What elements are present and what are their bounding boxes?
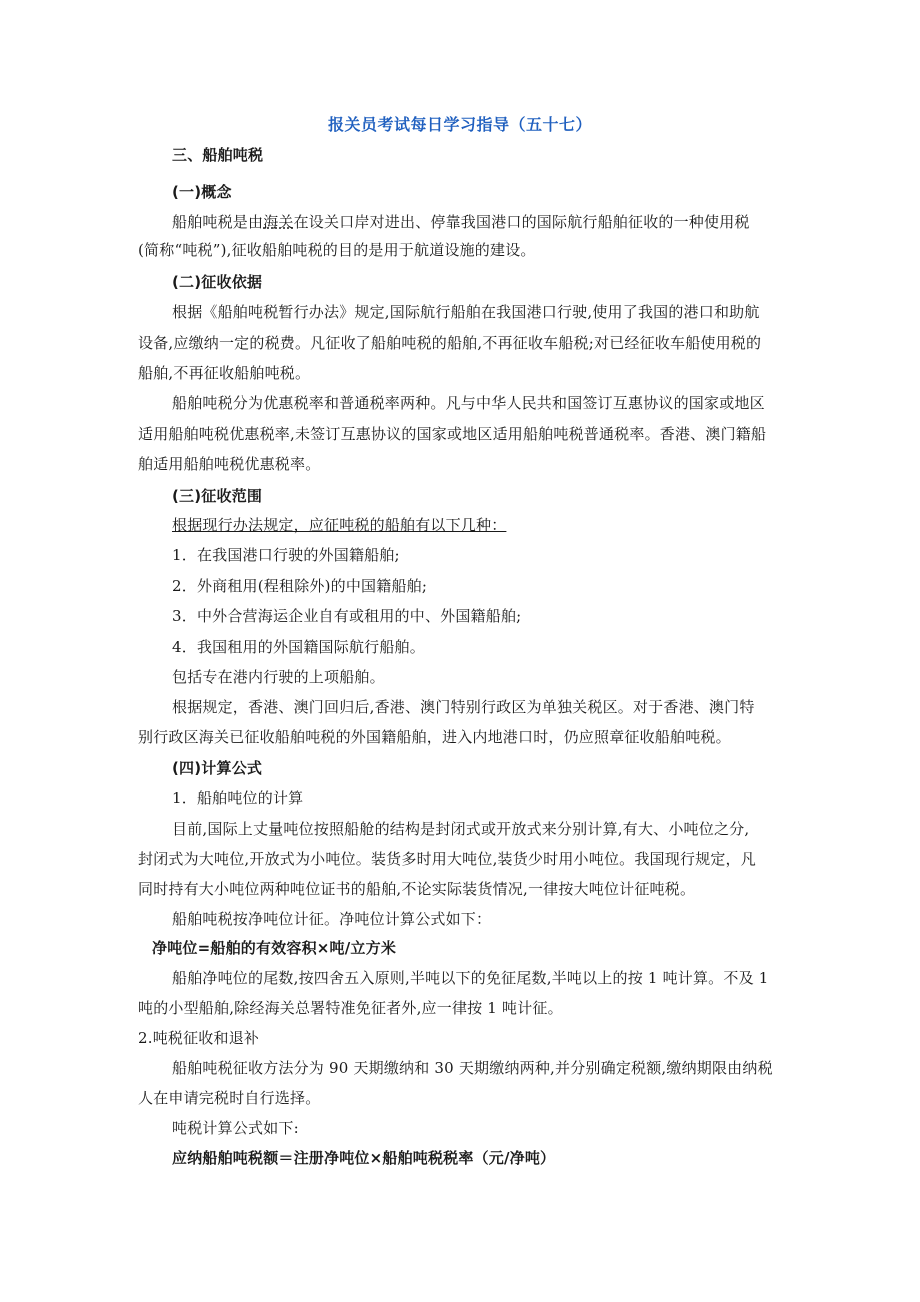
- paragraph-line: 根据规定，香港、澳门回归后,香港、澳门特别行政区为单独关税区。对于香港、澳门特: [172, 698, 755, 716]
- paragraph-line: 船舶吨税征收方法分为 90 天期缴纳和 30 天期缴纳两种,并分别确定税额,缴纳期限由纳税: [172, 1059, 773, 1077]
- concept-line-1: [172, 212, 750, 232]
- section-heading: 三、船舶吨税: [172, 146, 264, 164]
- paragraph-line: 船舶吨税按净吨位计征。净吨位计算公式如下：: [172, 910, 492, 928]
- paragraph-line: 吨税计算公式如下:: [172, 1119, 299, 1137]
- document-title: 报关员考试每日学习指导（五十七）: [327, 115, 592, 134]
- customs-link[interactable]: 海关: [263, 213, 294, 231]
- scope-list-item: 2．外商租用(程租除外)的中国籍船舶;: [172, 577, 428, 595]
- scope-list-item: 1．在我国港口行驶的外国籍船舶;: [172, 546, 400, 564]
- formula-subheading: 1．船舶吨位的计算: [172, 789, 304, 807]
- basis-heading: (二)征收依据: [172, 273, 263, 291]
- paragraph-line: 船舶吨税分为优惠税率和普通税率两种。凡与中华人民共和国签订互惠协议的国家或地区: [172, 394, 765, 412]
- paragraph-line: 设备,应缴纳一定的税费。凡征收了船舶吨税的船舶,不再征收车船税;对已经征收车船使用税的: [138, 334, 762, 352]
- paragraph-line: 舶适用船舶吨税优惠税率。: [138, 455, 321, 473]
- formula-subheading: 2.吨税征收和退补: [138, 1029, 260, 1047]
- paragraph-line: 船舶净吨位的尾数,按四舍五入原则,半吨以下的免征尾数,半吨以上的按 1 吨计算。不及 1: [172, 969, 769, 987]
- net-tonnage-formula: 净吨位=船舶的有效容积×吨/立方米: [152, 939, 397, 957]
- paragraph-line: 吨的小型船舶,除经海关总署特准免征者外,应一律按 1 吨计征。: [138, 999, 563, 1017]
- concept-line-1-pre: 船舶吨税是由: [172, 213, 264, 231]
- tonnage-tax-formula: 应纳船舶吨税额＝注册净吨位×船舶吨税税率（元/净吨）: [172, 1149, 556, 1167]
- paragraph-line: 人在申请完税时自行选择。: [138, 1089, 321, 1107]
- paragraph-line: 封闭式为大吨位,开放式为小吨位。装货多时用大吨位,装货少时用小吨位。我国现行规定，凡: [138, 850, 756, 868]
- paragraph-line: 适用船舶吨税优惠税率,未签订互惠协议的国家或地区适用船舶吨税普通税率。香港、澳门籍船: [138, 425, 767, 443]
- scope-intro: 根据现行办法规定，应征吨税的船舶有以下几种：: [172, 516, 507, 534]
- scope-note: 包括专在港内行驶的上项船舶。: [172, 668, 385, 686]
- scope-heading: (三)征收范围: [172, 487, 263, 505]
- paragraph-line: 目前,国际上丈量吨位按照船舱的结构是封闭式或开放式来分别计算,有大、小吨位之分,: [172, 820, 750, 838]
- concept-line-1-post: 在设关口岸对进出、停靠我国港口的国际航行船舶征收的一种使用税: [293, 213, 750, 231]
- formula-heading: (四)计算公式: [172, 759, 263, 777]
- paragraph-line: 船舶,不再征收船舶吨税。: [138, 364, 311, 382]
- concept-heading: (一)概念: [172, 183, 232, 201]
- paragraph-line: 同时持有大小吨位两种吨位证书的船舶,不论实际装货情况,一律按大吨位计征吨税。: [138, 880, 696, 898]
- scope-list-item: 3．中外合营海运企业自有或租用的中、外国籍船舶;: [172, 607, 522, 625]
- concept-line-2: (简称“吨税”),征收船舶吨税的目的是用于航道设施的建设。: [138, 241, 536, 259]
- paragraph-line: 别行政区海关已征收船舶吨税的外国籍船舶，进入内地港口时，仍应照章征收船舶吨税。: [138, 728, 731, 746]
- paragraph-line: 根据《船舶吨税暂行办法》规定,国际航行船舶在我国港口行驶,使用了我国的港口和助航: [172, 303, 760, 321]
- scope-list-item: 4．我国租用的外国籍国际航行船舶。: [172, 638, 425, 656]
